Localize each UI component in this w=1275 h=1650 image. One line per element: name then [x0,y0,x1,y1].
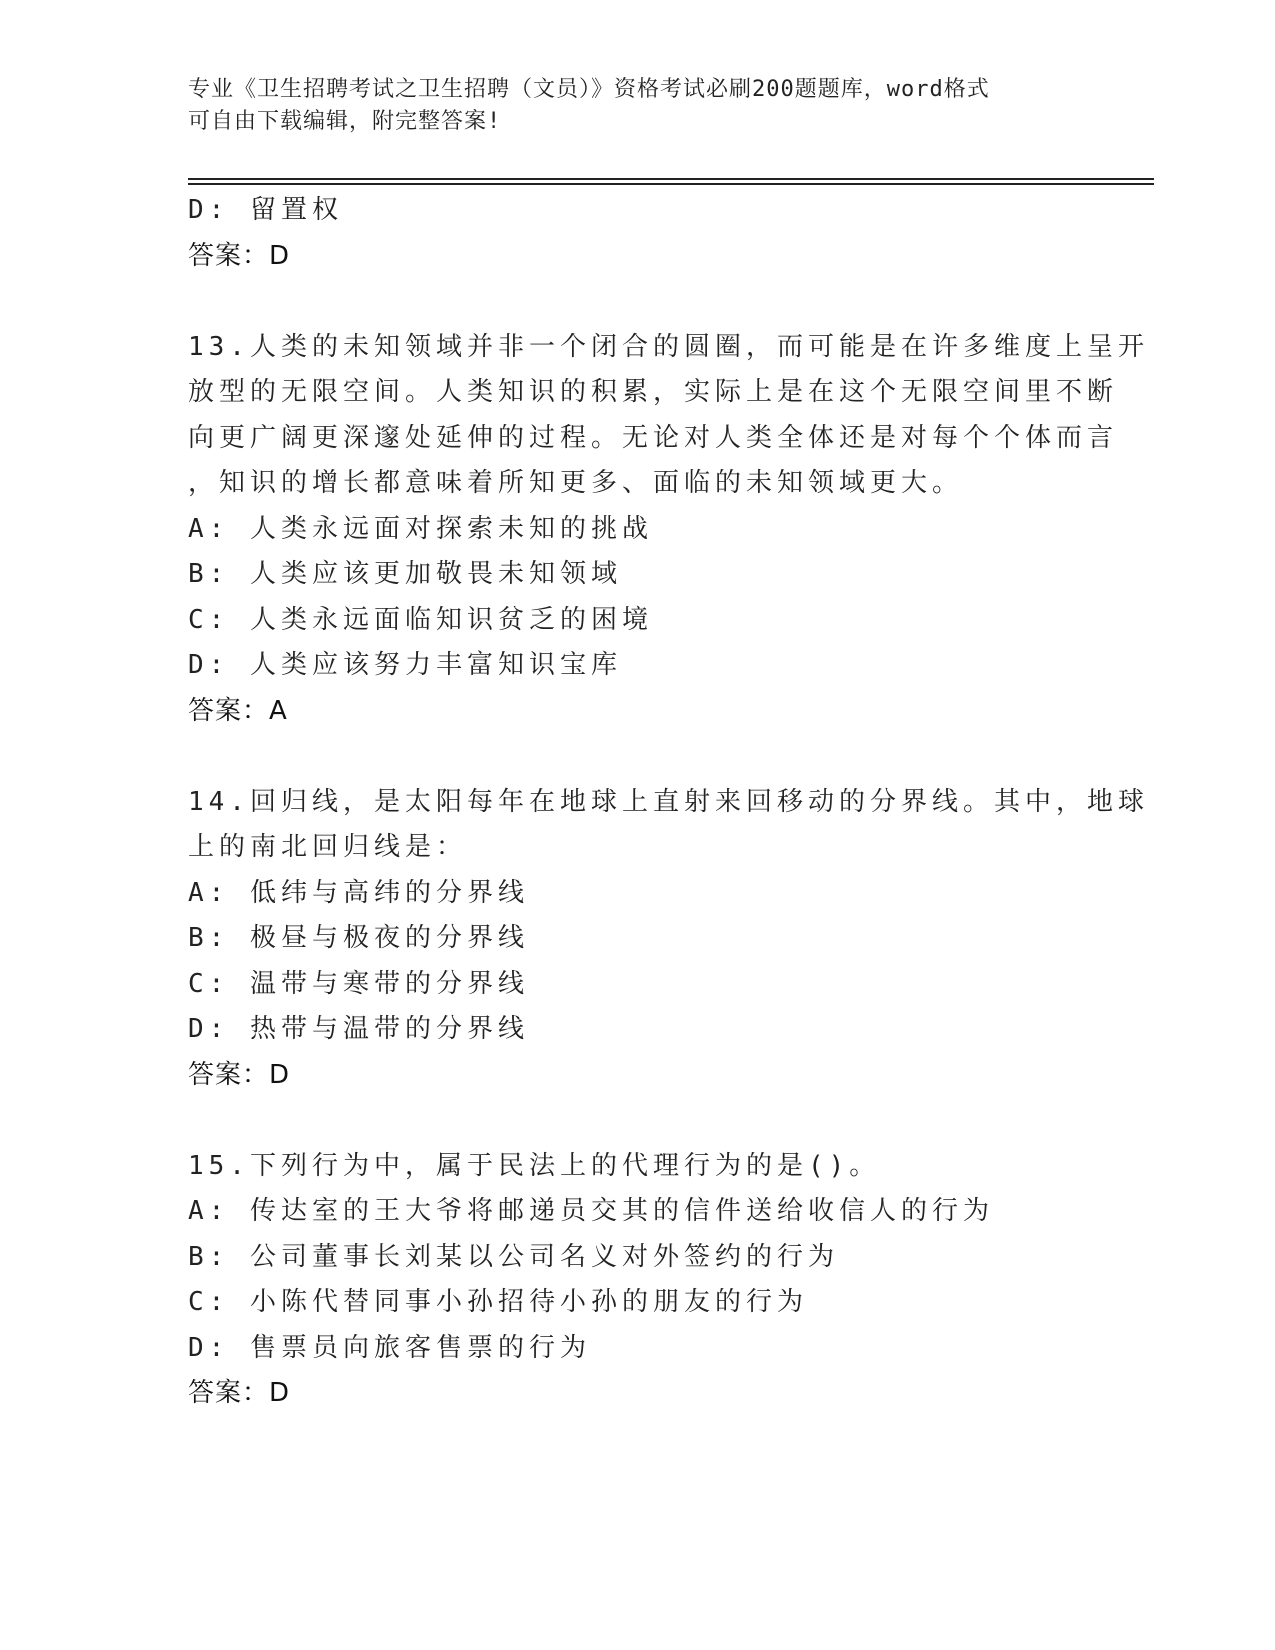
spacer [188,734,1088,780]
option-a: A: 低纬与高纬的分界线 [188,877,529,908]
question-text-line: 14.回归线，是太阳每年在地球上直射来回移动的分界线。其中，地球 [188,786,1149,817]
option-b: B: 人类应该更加敬畏未知领域 [188,559,622,589]
option-c: C: 温带与寒带的分界线 [188,968,529,999]
option-b: B: 公司董事长刘某以公司名义对外签约的行为 [188,1241,839,1272]
header-title-line-2: 可自由下载编辑，附完整答案! [188,109,502,134]
answer: 答案：D [188,1378,291,1408]
option-d: D: 人类应该努力丰富知识宝库 [188,650,622,680]
prev-question-option-d: D: 留置权 [188,195,343,225]
question-text-line: ，知识的增长都意味着所知更多、面临的未知领域更大。 [188,468,964,498]
option-c: C: 小陈代替同事小孙招待小孙的朋友的行为 [188,1287,808,1317]
question-text-line: 13.人类的未知领域并非一个闭合的圆圈，而可能是在许多维度上呈开 [188,331,1149,362]
option-d: D: 热带与温带的分界线 [188,1014,529,1044]
question-14 [188,780,1149,1099]
option-a: A: 人类永远面对探索未知的挑战 [188,513,653,544]
question-15 [188,1144,1088,1417]
document-header [188,74,1068,138]
question-text-line: 上的南北回归线是： [188,832,468,862]
option-a: A: 传达室的王大爷将邮递员交其的信件送给收信人的行为 [188,1196,994,1226]
question-13 [188,325,1149,735]
option-d: D: 售票员向旅客售票的行为 [188,1332,591,1363]
header-divider-bottom [188,183,1154,185]
prev-question-answer: 答案：D [188,240,291,271]
question-list [188,188,1149,1417]
spacer [188,1098,1088,1144]
header-title-line-1: 专业《卫生招聘考试之卫生招聘（文员）》资格考试必刷200题题库，word格式 [188,77,990,102]
option-b: B: 极昼与极夜的分界线 [188,923,529,953]
answer: 答案：D [188,1059,291,1090]
option-c: C: 人类永远面临知识贫乏的困境 [188,604,653,635]
spacer [188,279,1088,325]
question-text-line: 放型的无限空间。人类知识的积累，实际上是在这个无限空间里不断 [188,377,1119,407]
question-text-line: 15.下列行为中，属于民法上的代理行为的是()。 [188,1150,881,1181]
header-divider-top [188,178,1154,180]
answer: 答案：A [188,695,288,726]
question-text-line: 向更广阔更深邃处延伸的过程。无论对人类全体还是对每个个体而言 [188,422,1119,453]
